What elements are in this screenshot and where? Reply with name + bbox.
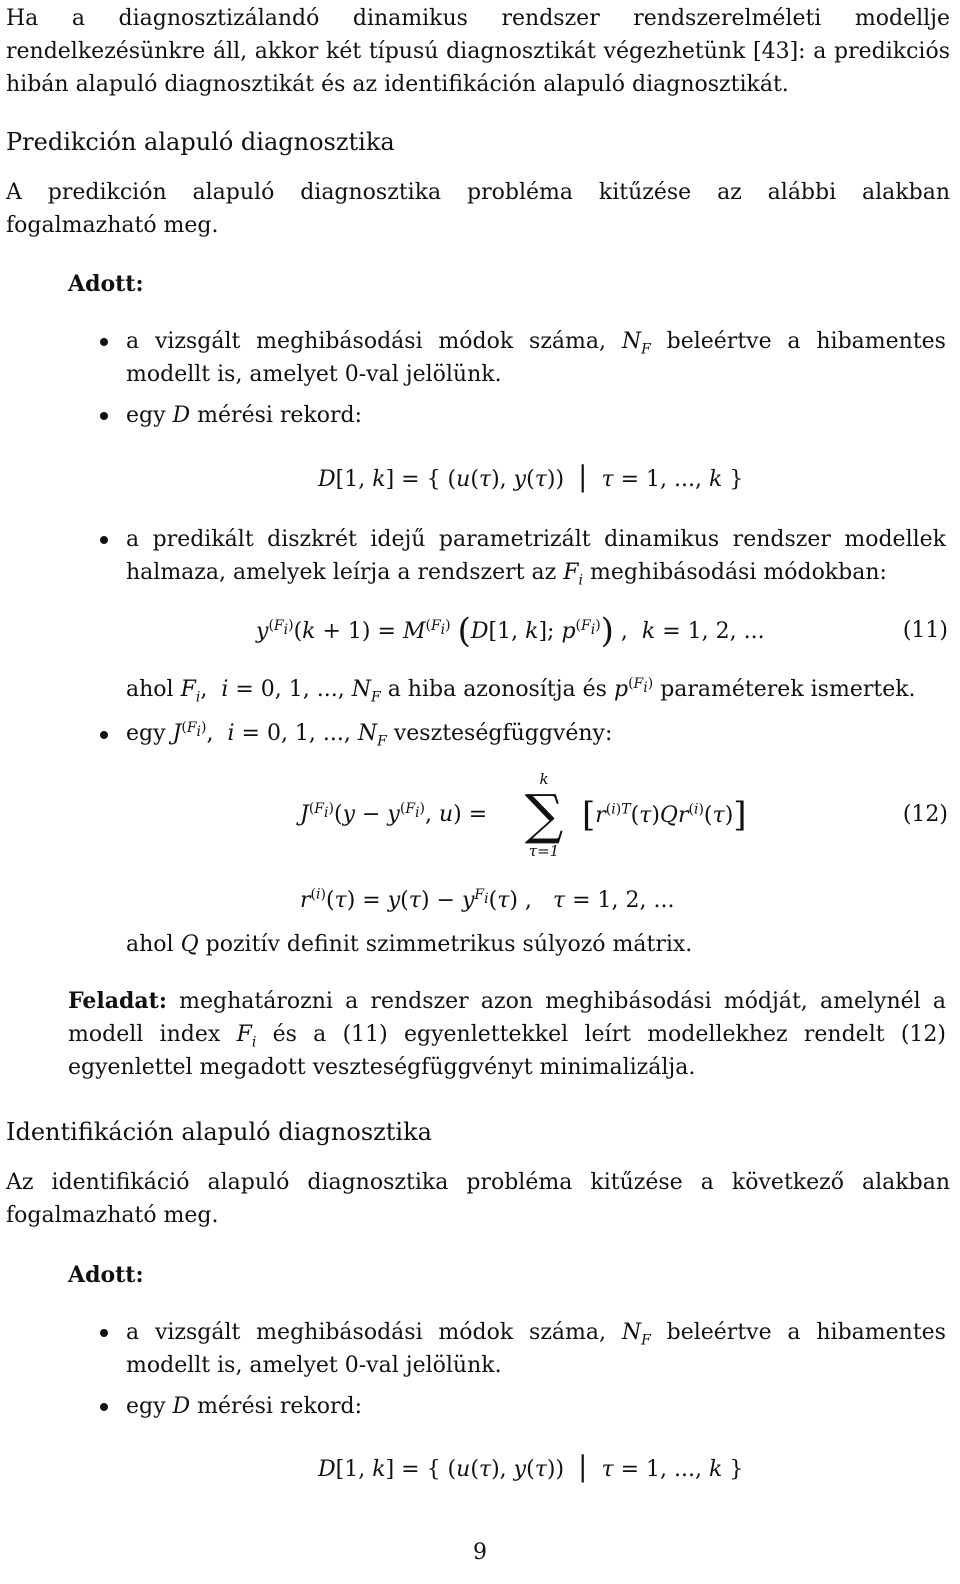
bullet bbox=[100, 536, 108, 544]
item-text: a hiba azonosítja és bbox=[387, 677, 607, 702]
item-text: a vizsgált meghibásodási módok száma, bbox=[126, 1320, 606, 1345]
bullet bbox=[100, 412, 108, 420]
intro-paragraph: Ha a diagnosztizálandó dinamikus rendszer rendszerelméleti modellje rendelkezésünkre áll, akkor két típusú diagnosztikát végezhetünk [43]: a predikciós hibán alapuló diagnosztikát és az identifikáción alapuló diagnosztikát. bbox=[6, 6, 950, 97]
item-text: a predikált diszkrét idejű parametrizált dinamikus rendszer modellek halmaza, amelyek leírja a rendszert az bbox=[126, 527, 946, 585]
task-text: és a (11) egyenlettekkel leírt modellekhez rendelt (12) egyenlettel megadott veszteségfüggvényt minimalizálja. bbox=[68, 1022, 946, 1080]
item-text: egy bbox=[126, 403, 166, 428]
item-text: pozitív definit szimmetrikus súlyozó mátrix. bbox=[205, 932, 693, 957]
list-item-failure-modes: a vizsgált meghibásodási módok száma, $N_F$ beleértve a hibamentes modellt is, amelyet 0-val jelölünk. bbox=[126, 1320, 946, 1378]
list-item-failure-modes: a vizsgált meghibásodási módok száma, $N_F$ beleértve a hibamentes modellt is, amelyet 0-val jelölünk. bbox=[126, 329, 946, 387]
task-paragraph: Feladat: meghatározni a rendszer azon meghibásodási módját, amelynél a modell index $F_i$ és a (11) egyenlettekkel leírt modellekhez rendelt (12) egyenlettel megadott veszteségfüggvényt minimalizálja. bbox=[68, 988, 946, 1080]
sum-symbol: k ∑ τ=1 bbox=[524, 770, 564, 860]
section-heading-identification: Identifikáción alapuló diagnosztika bbox=[6, 1118, 432, 1146]
page-number: 9 bbox=[473, 1540, 487, 1565]
bullet bbox=[100, 338, 108, 346]
item-text: paraméterek ismertek. bbox=[660, 677, 916, 702]
section1-lead: A predikción alapuló diagnosztika probléma kitűzése az alábbi alakban fogalmazható meg. bbox=[6, 180, 950, 238]
item-text: beleértve a hibamentes modellt is, amelyet 0-val jelölünk. bbox=[126, 329, 946, 387]
equation-record: D[1, k] = { (u(τ), y(τ)) | τ = 1, ..., k } bbox=[318, 1450, 744, 1483]
bullet bbox=[100, 1329, 108, 1337]
item-text: meghibásodási módokban: bbox=[589, 560, 887, 585]
bullet bbox=[100, 731, 108, 739]
item-text: ahol bbox=[126, 932, 174, 957]
bullet bbox=[100, 1403, 108, 1411]
after-eq11: ahol $F_i$, i = 0, 1, ..., $N_F$ a hiba azonosítja és $p^{(F_i)}$ paraméterek ismertek. bbox=[126, 675, 916, 706]
item-text: ahol bbox=[126, 677, 174, 702]
item-text: veszteségfüggvény: bbox=[393, 721, 613, 746]
list-item-record: egy D mérési rekord: bbox=[126, 403, 363, 428]
equation-number: (11) bbox=[902, 618, 948, 643]
item-text: egy bbox=[126, 721, 166, 746]
equation-12-rhs: $[r^{(i)T}(\tau)Qr^{(i)}(\tau)]$ bbox=[582, 795, 747, 835]
equation-residual: $r^{(i)}(\tau) = y(\tau) - y^{F_i}(\tau)$ , τ = 1, 2, ... bbox=[300, 886, 675, 913]
item-text: mérési rekord: bbox=[197, 403, 363, 428]
equation-12-lhs: $J^{(F_i)}(y - y^{(F_i)}$, u) = bbox=[300, 800, 488, 827]
list-item-loss: egy $J^{(F_i)}$, i = 0, 1, ..., $N_F$ veszteségfüggvény: bbox=[126, 719, 613, 750]
equation-11: $y^{(F_i)}(k + 1) = M^{(F_i)}$ (D[1, k]; $p^{(F_i)}$) , k = 1, 2, ... bbox=[256, 611, 765, 651]
equation-number: (12) bbox=[902, 802, 948, 827]
item-text: beleértve a hibamentes modellt is, amelyet 0-val jelölünk. bbox=[126, 1320, 946, 1378]
list-item-models: a predikált diszkrét idejű parametrizált dinamikus rendszer modellek halmaza, amelyek leírja a rendszert az $F_i$ meghibásodási módokban: bbox=[126, 527, 946, 589]
task-text: meghatározni a rendszer azon meghibásodási módját, amelynél a modell index bbox=[68, 989, 946, 1047]
after-eq12: ahol Q pozitív definit szimmetrikus súlyozó mátrix. bbox=[126, 932, 693, 957]
list-item-record: egy D mérési rekord: bbox=[126, 1394, 363, 1419]
task-label: Feladat: bbox=[68, 988, 167, 1014]
item-text: egy bbox=[126, 1394, 166, 1419]
given-label: Adott: bbox=[68, 1262, 144, 1288]
given-label: Adott: bbox=[68, 271, 144, 297]
section2-lead: Az identifikáció alapuló diagnosztika probléma kitűzése a következő alakban fogalmazható meg. bbox=[6, 1170, 950, 1228]
item-text: mérési rekord: bbox=[197, 1394, 363, 1419]
item-text: a vizsgált meghibásodási módok száma, bbox=[126, 329, 606, 354]
equation-record: D[1, k] = { (u(τ), y(τ)) | τ = 1, ..., k } bbox=[318, 460, 744, 493]
section-heading-prediction: Predikción alapuló diagnosztika bbox=[6, 128, 395, 156]
